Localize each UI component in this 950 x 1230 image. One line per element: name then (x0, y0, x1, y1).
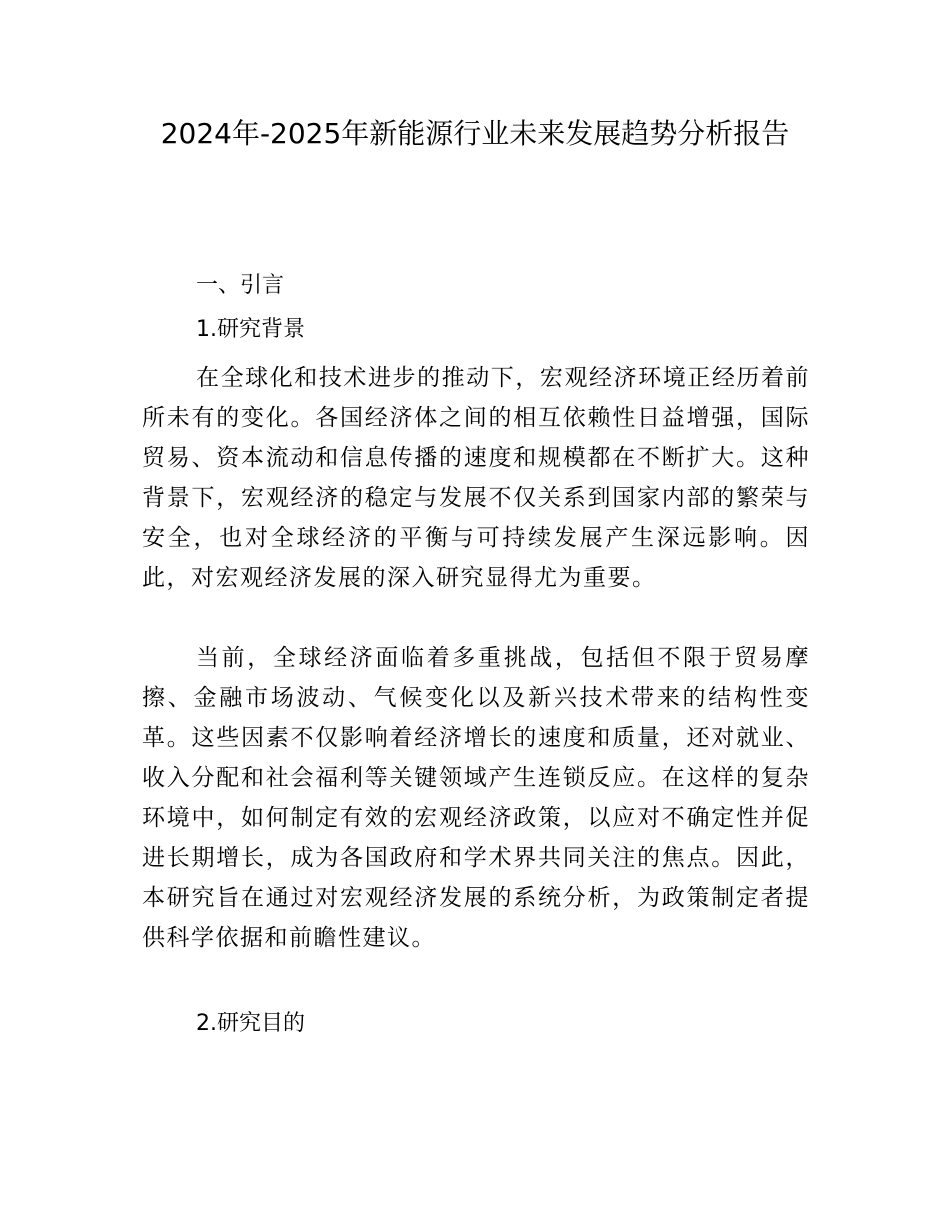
document-title: 2024年-2025年新能源行业未来发展趋势分析报告 (160, 117, 790, 150)
section-heading-introduction: 一、引言 (196, 273, 285, 298)
paragraph-research-background-1: 在全球化和技术进步的推动下，宏观经济环境正经历着前所未有的变化。各国经济体之间的相互依赖性日益增强，国际贸易、资本流动和信息传播的速度和规模都在不断扩大。这种背景下，宏观经济的稳定与发展不仅关系到国家内部的繁荣与安全，也对全球经济的平衡与可持续发展产生深远影响。因此，对宏观经济发展的深入研究显得尤为重要。 (142, 365, 810, 591)
subsection-heading-research-purpose: 2.研究目的 (196, 1011, 305, 1036)
subsection-heading-research-background: 1.研究背景 (196, 317, 305, 342)
paragraph-research-background-2: 当前，全球经济面临着多重挑战，包括但不限于贸易摩擦、金融市场波动、气候变化以及新兴技术带来的结构性变革。这些因素不仅影响着经济增长的速度和质量，还对就业、收入分配和社会福利等关键领域产生连锁反应。在这样的复杂环境中，如何制定有效的宏观经济政策，以应对不确定性并促进长期增长，成为各国政府和学术界共同关注的焦点。因此，本研究旨在通过对宏观经济发展的系统分析，为政策制定者提供科学依据和前瞻性建议。 (142, 645, 810, 951)
